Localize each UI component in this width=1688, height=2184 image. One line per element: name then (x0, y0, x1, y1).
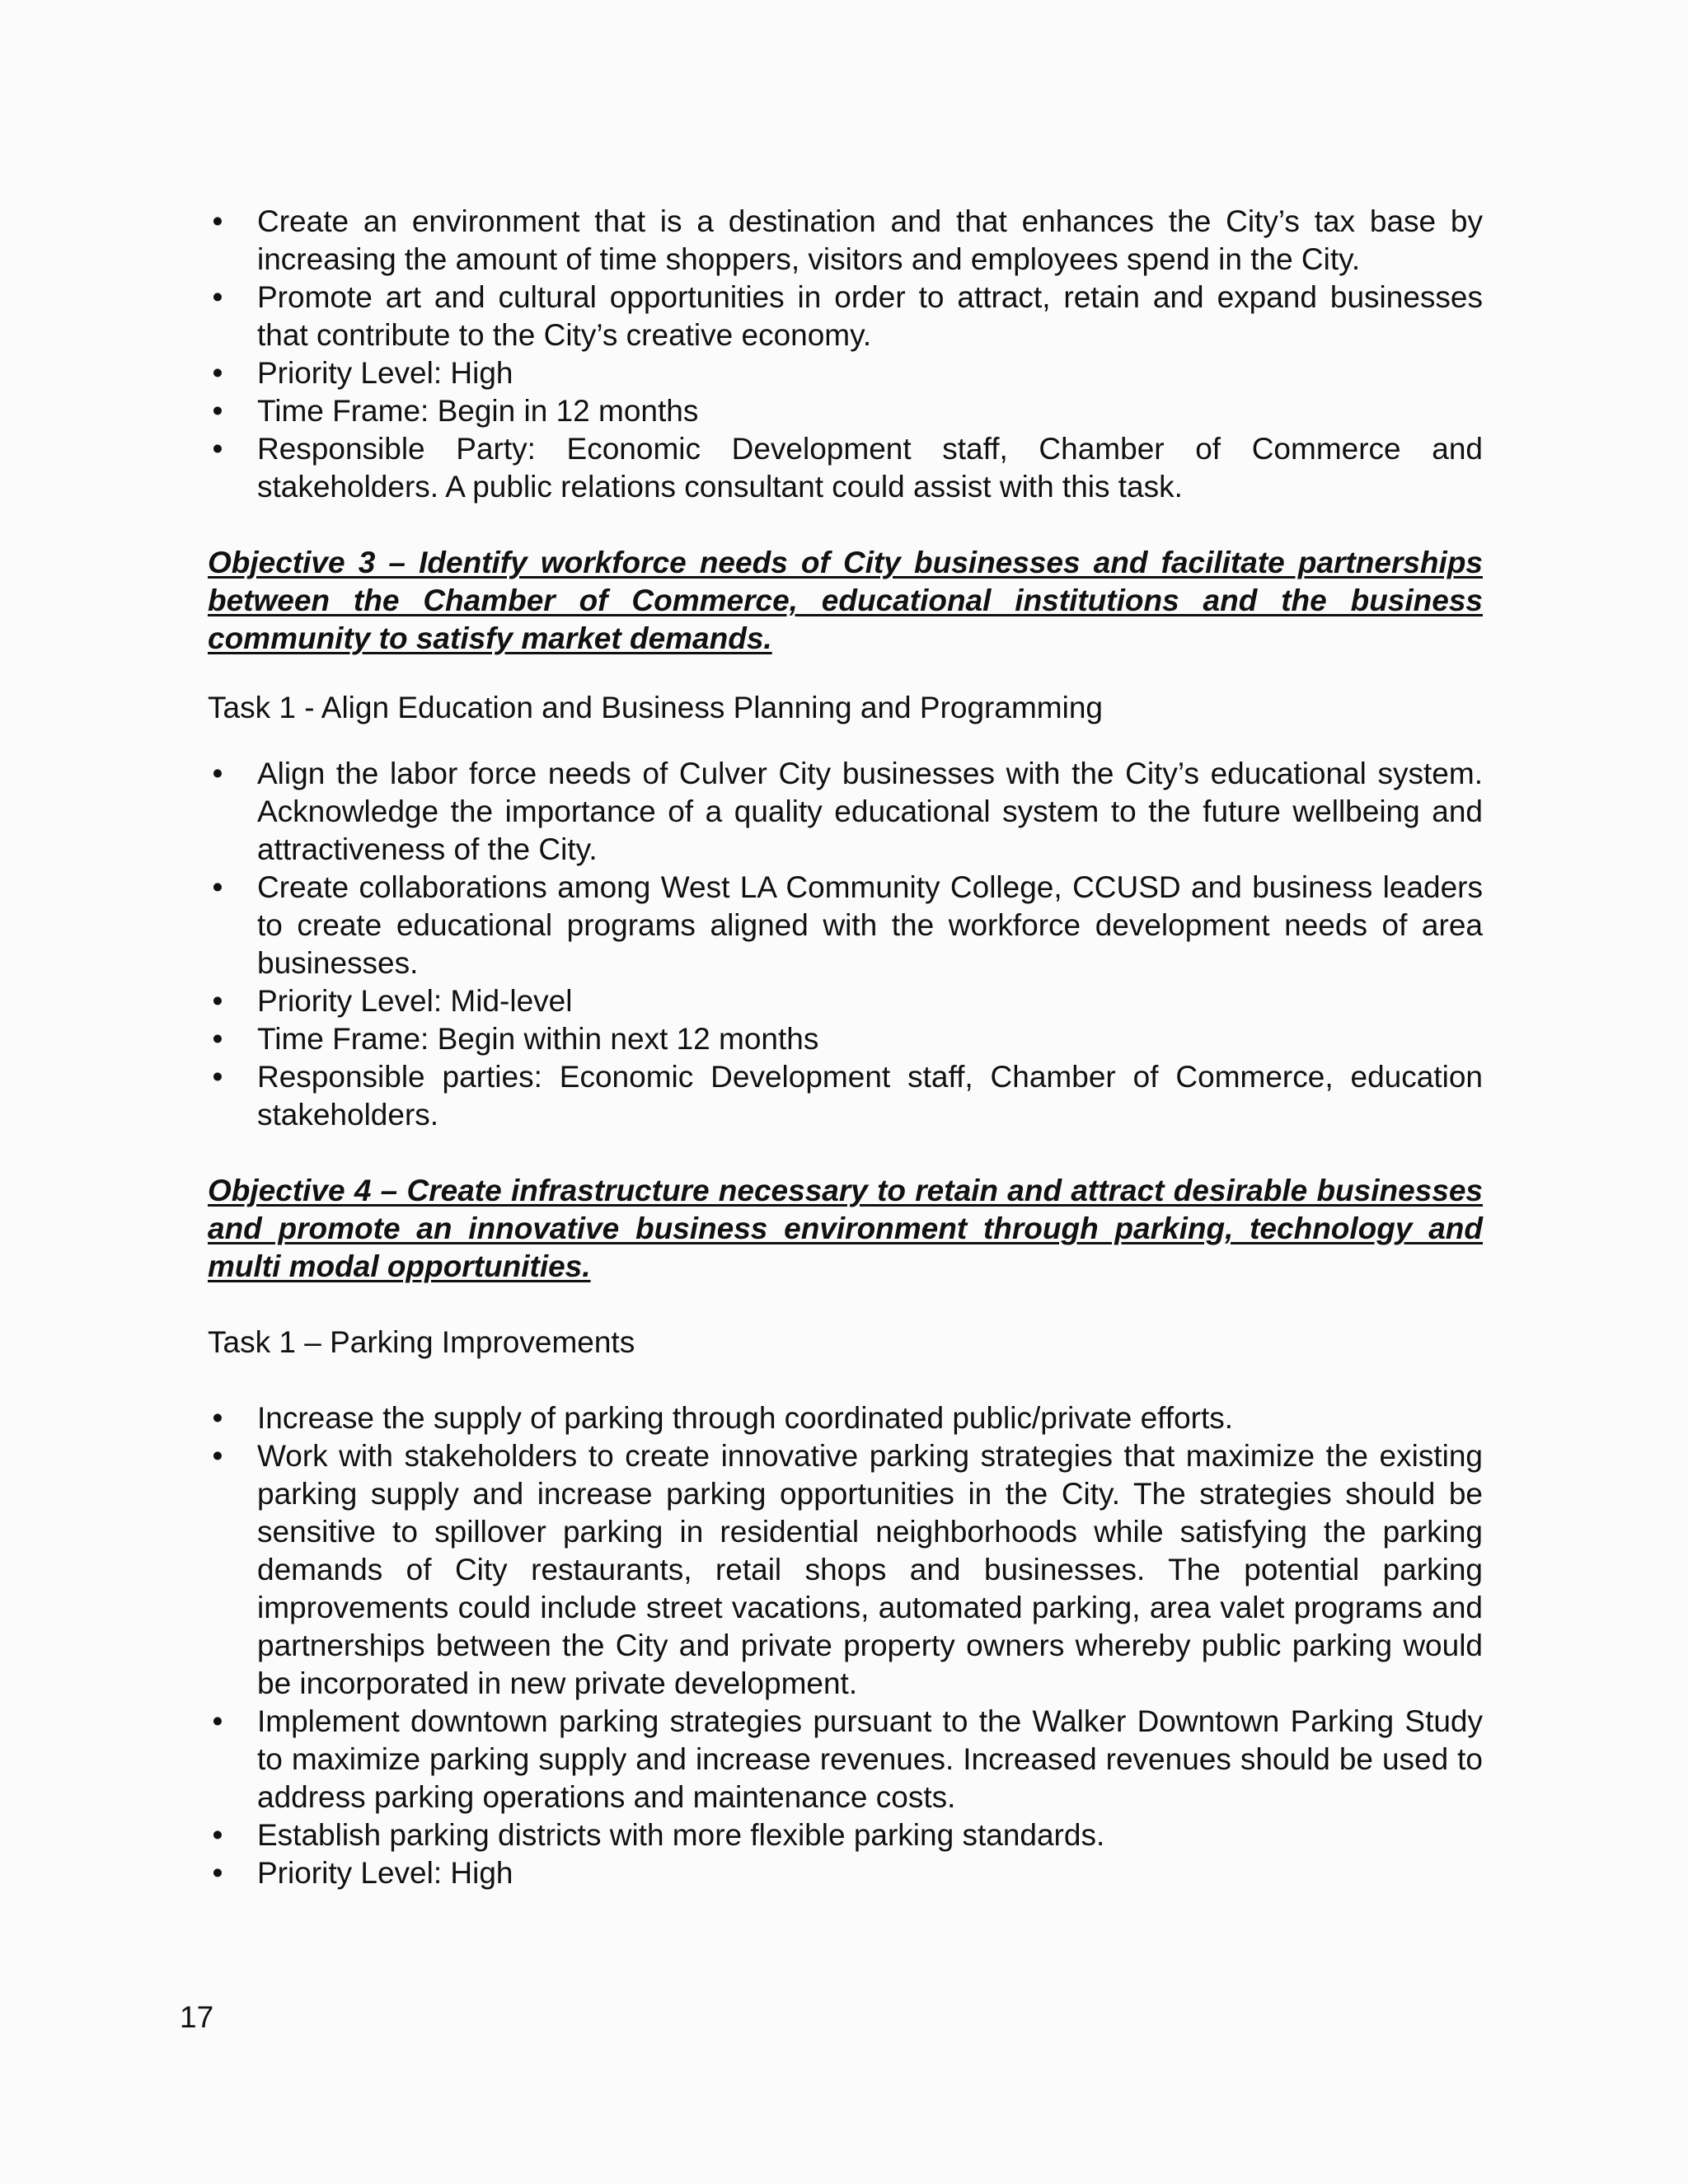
bullet-icon: • (212, 1401, 223, 1435)
list-item-text: Responsible Party: Economic Development staff, Chamber of Commerce and stakeholders. A public relations consultant could assist with this task. (257, 432, 1483, 504)
list-item-text: Time Frame: Begin in 12 months (257, 394, 699, 428)
list-item (208, 755, 1483, 869)
list-item-text: Increase the supply of parking through coordinated public/private efforts. (257, 1401, 1234, 1435)
list-item (208, 982, 1483, 1020)
list-item-text: Align the labor force needs of Culver City businesses with the City’s educational system. Acknowledge the importance of a quality educational system to the future wellbeing and attractiveness of the City. (257, 757, 1483, 866)
list-item-text: Priority Level: Mid-level (257, 984, 573, 1018)
bullet-icon: • (212, 1439, 223, 1473)
list-item (208, 1816, 1483, 1854)
objective-4-task-title: Task 1 – Parking Improvements (208, 1325, 635, 1359)
list-item-text: Establish parking districts with more flexible parking standards. (257, 1818, 1105, 1852)
list-item (208, 1020, 1483, 1058)
objective-4-heading: Objective 4 – Create infrastructure necessary to retain and attract desirable businesses and promote an innovative business environment through parking, technology and multi modal opportunities. (208, 1174, 1483, 1283)
list-item (208, 203, 1483, 279)
list-item (208, 1058, 1483, 1134)
bullet-icon: • (212, 1818, 223, 1852)
objective-4-bullet-list (208, 1399, 1483, 1892)
list-item (208, 869, 1483, 982)
bullet-icon: • (212, 757, 223, 790)
bullet-icon: • (212, 280, 223, 314)
list-item-text: Implement downtown parking strategies pursuant to the Walker Downtown Parking Study to maximize parking supply and increase revenues. Increased revenues should be used to address parking operations and maintenance costs. (257, 1704, 1483, 1814)
list-item-text: Create collaborations among West LA Community College, CCUSD and business leaders to create educational programs aligned with the workforce development needs of area businesses. (257, 870, 1483, 980)
intro-bullet-list (208, 203, 1483, 506)
list-item-text: Time Frame: Begin within next 12 months (257, 1022, 819, 1056)
list-item (208, 279, 1483, 354)
bullet-icon: • (212, 1856, 223, 1890)
objective-3-heading: Objective 3 – Identify workforce needs of City businesses and facilitate partnerships between the Chamber of Commerce, educational institutions and the business community to satisfy market demands. (208, 546, 1483, 655)
list-item (208, 354, 1483, 392)
bullet-icon: • (212, 1022, 223, 1056)
list-item-text: Create an environment that is a destination and that enhances the City’s tax base by increasing the amount of time shoppers, visitors and employees spend in the City. (257, 204, 1483, 276)
bullet-icon: • (212, 1704, 223, 1738)
list-item (208, 430, 1483, 506)
bullet-icon: • (212, 432, 223, 466)
bullet-icon: • (212, 204, 223, 238)
bullet-icon: • (212, 984, 223, 1018)
list-item (208, 1437, 1483, 1703)
list-item-text: Priority Level: High (257, 1856, 513, 1890)
list-item (208, 1854, 1483, 1892)
bullet-icon: • (212, 870, 223, 904)
bullet-icon: • (212, 356, 223, 390)
page-number: 17 (180, 2000, 214, 2034)
list-item-text: Priority Level: High (257, 356, 513, 390)
bullet-icon: • (212, 394, 223, 428)
list-item (208, 1399, 1483, 1437)
list-item-text: Promote art and cultural opportunities in order to attract, retain and expand businesses that contribute to the City’s creative economy. (257, 280, 1483, 352)
document-page (208, 203, 1483, 1892)
list-item-text: Responsible parties: Economic Development staff, Chamber of Commerce, education stakeholders. (257, 1060, 1483, 1132)
objective-3-task-title: Task 1 - Align Education and Business Planning and Programming (208, 691, 1103, 724)
list-item-text: Work with stakeholders to create innovative parking strategies that maximize the existing parking supply and increase parking opportunities in the City. The strategies should be sensitive to spillover parking in residential neighborhoods while satisfying the parking demands of City restaurants, retail shops and businesses. The potential parking improvements could include street vacations, automated parking, area valet programs and partnerships between the City and private property owners whereby public parking would be incorporated in new private development. (257, 1439, 1483, 1700)
list-item (208, 392, 1483, 430)
bullet-icon: • (212, 1060, 223, 1094)
objective-3-bullet-list (208, 755, 1483, 1134)
list-item (208, 1703, 1483, 1816)
